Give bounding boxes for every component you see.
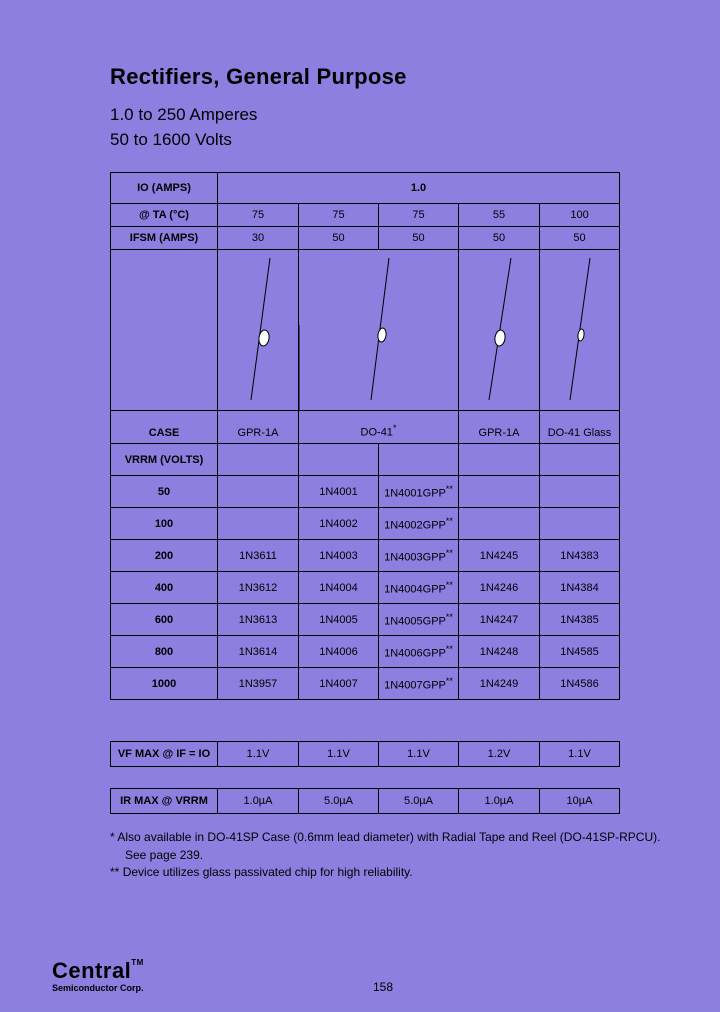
part-number <box>218 668 299 700</box>
ifsm-value: 50 <box>379 227 459 250</box>
footnote-1 <box>110 830 660 844</box>
part-number-text: 1N4007 <box>319 677 358 690</box>
part-number-gpp-text: 1N4001GPP <box>384 487 446 500</box>
part-number <box>540 572 620 604</box>
part-number-text: 1N4004 <box>319 581 358 594</box>
diode-gpr1a-icon <box>218 250 299 410</box>
part-number-text: 1N4247 <box>479 613 519 626</box>
voltage-value <box>111 572 218 604</box>
part-number <box>540 540 620 572</box>
part-number <box>299 540 379 572</box>
part-number <box>540 508 620 540</box>
logo-tm: TM <box>131 958 144 967</box>
part-number-text: 1N3613 <box>238 613 278 626</box>
vf-value: 1.2V <box>459 742 540 767</box>
part-number <box>299 508 379 540</box>
voltage-value <box>111 540 218 572</box>
vf-value: 1.1V <box>299 742 379 767</box>
part-number <box>299 572 379 604</box>
part-number-gpp-text: 1N4004GPP <box>384 583 446 596</box>
part-number <box>459 668 540 700</box>
voltage-value <box>111 476 218 508</box>
part-number <box>459 636 540 668</box>
footnote-double-star: ** <box>445 675 453 686</box>
part-number-gpp <box>379 668 459 700</box>
voltage-value-text: 1000 <box>151 677 177 690</box>
part-number-text: 1N4248 <box>479 645 519 658</box>
voltage-value <box>111 668 218 700</box>
ta-value: 75 <box>379 204 459 227</box>
part-number-text: 1N4246 <box>479 581 519 594</box>
ta-value: 100 <box>540 204 620 227</box>
central-logo <box>52 958 144 984</box>
case-value: DO-41 Glass <box>540 411 620 444</box>
subtitle-volts: 50 to 1600 Volts <box>110 130 232 149</box>
ir-label: IR MAX @ VRRM <box>111 789 218 814</box>
part-number-text: 1N4002 <box>319 517 358 530</box>
io-value: 1.0 <box>218 173 620 204</box>
footnote-1-cont: See page 239. <box>125 848 204 862</box>
voltage-value-text: 100 <box>154 517 174 530</box>
part-number-text: 1N4001 <box>319 485 358 498</box>
voltage-row <box>111 636 620 668</box>
footnote-double-star: ** <box>445 643 453 654</box>
part-number-text: 1N4585 <box>560 645 599 658</box>
ta-label: @ TA (°C) <box>111 204 218 227</box>
part-number <box>540 476 620 508</box>
voltage-row <box>111 604 620 636</box>
part-number <box>218 540 299 572</box>
footnote-2-mark: ** <box>110 865 120 879</box>
part-number <box>540 604 620 636</box>
footnote-2 <box>110 865 413 879</box>
voltage-row <box>111 476 620 508</box>
voltage-row <box>111 508 620 540</box>
voltage-value <box>111 508 218 540</box>
ifsm-label: IFSM (AMPS) <box>111 227 218 250</box>
footnote-double-star: ** <box>445 547 453 558</box>
part-number-text: 1N3614 <box>238 645 278 658</box>
ifsm-value: 30 <box>218 227 299 250</box>
diode-image-do41-glass <box>540 250 620 411</box>
part-number <box>299 636 379 668</box>
part-number <box>299 668 379 700</box>
diode-image-gpr1a <box>218 250 299 411</box>
footnote-1-text: Also available in DO-41SP Case (0.6mm lead diameter) with Radial Tape and Reel (DO-41SP-RPCU). <box>117 830 661 844</box>
voltage-row <box>111 540 620 572</box>
part-number-gpp <box>379 604 459 636</box>
ifsm-value: 50 <box>540 227 620 250</box>
part-number-text: 1N4249 <box>479 677 519 690</box>
footnote-star: * <box>392 423 397 434</box>
vf-value: 1.1V <box>218 742 299 767</box>
diode-image-gpr1a-2 <box>459 250 540 411</box>
part-number-gpp-text: 1N4002GPP <box>384 519 446 532</box>
diode-gpr1a-2-icon <box>459 250 540 410</box>
diode-do41-icon <box>299 250 459 410</box>
voltage-row <box>111 668 620 700</box>
voltage-row <box>111 572 620 604</box>
voltage-value-text: 400 <box>154 581 174 594</box>
footnote-double-star: ** <box>445 611 453 622</box>
vrrm-label: VRRM (VOLTS) <box>111 444 218 476</box>
part-number <box>299 476 379 508</box>
ir-value: 10µA <box>540 789 620 814</box>
part-number-gpp <box>379 572 459 604</box>
part-number-text: 1N4003 <box>319 549 358 562</box>
vf-value: 1.1V <box>379 742 459 767</box>
case-label: CASE <box>111 411 218 444</box>
part-number-text: 1N3612 <box>238 581 278 594</box>
footnote-2-text: Device utilizes glass passivated chip for high reliability. <box>122 865 413 879</box>
case-value: GPR-1A <box>459 411 540 444</box>
ta-value: 55 <box>459 204 540 227</box>
part-number <box>299 604 379 636</box>
footnote-double-star: ** <box>445 515 453 526</box>
part-number-gpp <box>379 476 459 508</box>
case-image-label-cell <box>111 250 218 411</box>
ir-value: 1.0µA <box>459 789 540 814</box>
part-number-text: 1N4586 <box>560 677 599 690</box>
part-number-gpp-text: 1N4003GPP <box>384 551 446 564</box>
diode-do41-glass-icon <box>540 250 620 410</box>
ir-table <box>110 788 620 814</box>
voltage-value <box>111 604 218 636</box>
case-value: GPR-1A <box>218 411 299 444</box>
io-label: IO (AMPS) <box>111 173 218 204</box>
rectifier-table <box>110 172 620 700</box>
part-number-text: 1N3957 <box>238 677 278 690</box>
part-number-text: 1N4383 <box>560 549 599 562</box>
voltage-value-text: 600 <box>154 613 174 626</box>
diode-image-do41 <box>299 250 459 411</box>
part-number-text: 1N4385 <box>560 613 599 626</box>
part-number-text: 1N4245 <box>479 549 519 562</box>
page-number: 158 <box>373 980 394 994</box>
ta-value: 75 <box>299 204 379 227</box>
ir-value: 5.0µA <box>299 789 379 814</box>
page-title: Rectifiers, General Purpose <box>110 64 407 89</box>
part-number-text: 1N4005 <box>319 613 358 626</box>
voltage-value-text: 50 <box>157 485 171 498</box>
footnote-double-star: ** <box>445 579 453 590</box>
voltage-value-text: 200 <box>154 549 174 562</box>
logo-name: Central <box>52 958 132 983</box>
ir-value: 5.0µA <box>379 789 459 814</box>
part-number-gpp <box>379 540 459 572</box>
subtitle-amperes: 1.0 to 250 Amperes <box>110 105 258 124</box>
part-number-text: 1N4006 <box>319 645 358 658</box>
voltage-value-text: 800 <box>154 645 174 658</box>
part-number <box>459 540 540 572</box>
part-number-gpp <box>379 636 459 668</box>
footnote-1-mark: * <box>110 830 115 844</box>
logo-subtitle: Semiconductor Corp. <box>52 983 144 993</box>
part-number <box>459 476 540 508</box>
ir-value: 1.0µA <box>218 789 299 814</box>
part-number-text: 1N3611 <box>239 549 277 562</box>
part-number <box>218 508 299 540</box>
ifsm-value: 50 <box>459 227 540 250</box>
vf-value: 1.1V <box>540 742 620 767</box>
case-value-do41 <box>299 411 459 444</box>
part-number <box>459 604 540 636</box>
part-number <box>218 636 299 668</box>
part-number <box>218 604 299 636</box>
part-number <box>459 572 540 604</box>
part-number <box>218 572 299 604</box>
ta-value: 75 <box>218 204 299 227</box>
vf-table <box>110 741 620 767</box>
part-number <box>218 476 299 508</box>
ifsm-value: 50 <box>299 227 379 250</box>
footnote-double-star: ** <box>445 483 453 494</box>
part-number <box>540 668 620 700</box>
part-number-gpp-text: 1N4005GPP <box>384 615 446 628</box>
voltage-rows <box>111 476 620 700</box>
part-number <box>540 636 620 668</box>
part-number-gpp-text: 1N4006GPP <box>384 647 446 660</box>
part-number-gpp-text: 1N4007GPP <box>384 679 446 692</box>
vf-label: VF MAX @ IF = IO <box>111 742 218 767</box>
case-value: DO-41 <box>360 427 393 439</box>
part-number <box>459 508 540 540</box>
voltage-value <box>111 636 218 668</box>
part-number-text: 1N4384 <box>560 581 599 594</box>
part-number-gpp <box>379 508 459 540</box>
